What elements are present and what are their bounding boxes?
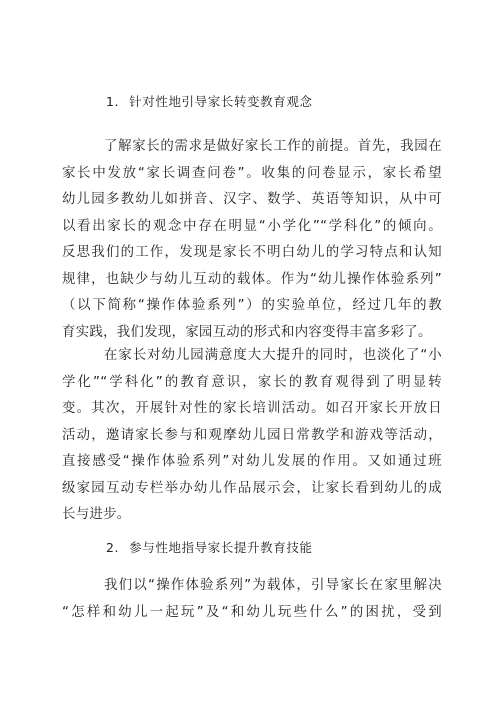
paragraph-line: 长与进步。 bbox=[62, 507, 131, 522]
paragraph-line: 育实践，我们发现，家园互动的形式和内容变得丰富多彩了。 bbox=[62, 324, 432, 340]
paragraph-line: 幼儿园多教幼儿如拼音、汉字、数学、英语等知识，从中可 bbox=[62, 192, 442, 207]
paragraph-line: 学化”“学科化”的教育意识，家长的教育观得到了明显转 bbox=[62, 374, 442, 390]
paragraph-line: 在家长对幼儿园满意度大大提升的同时，也淡化了“小 bbox=[104, 348, 442, 363]
section-heading-1 bbox=[106, 92, 313, 110]
paragraph-line: 反思我们的工作，发现是家长不明白幼儿的学习特点和认知 bbox=[62, 245, 442, 260]
section-heading-2 bbox=[106, 538, 313, 556]
section-title: 参与性地指导家长提升教育技能 bbox=[129, 540, 313, 555]
section-title: 针对性地引导家长转变教育观念 bbox=[129, 94, 313, 109]
paragraph-line: 了解家长的需求是做好家长工作的前提。首先，我园在 bbox=[104, 139, 442, 154]
paragraph-line: 级家园互动专栏举办幼儿作品展示会，让家长看到幼儿的成 bbox=[62, 480, 442, 496]
paragraph-line: 规律，也缺少与幼儿互动的载体。作为“幼儿操作体验系列” bbox=[62, 271, 442, 287]
paragraph-line: 家长中发放“家长调查问卷”。收集的问卷显示，家长希望 bbox=[62, 165, 442, 181]
section-number: 1. bbox=[106, 94, 120, 109]
paragraph-1 bbox=[62, 134, 442, 346]
paragraph-line: 直接感受“操作体验系列”对幼儿发展的作用。又如通过班 bbox=[62, 454, 442, 469]
paragraph-line: （以下简称“操作体验系列”）的实验单位，经过几年的教 bbox=[62, 298, 442, 313]
paragraph-3 bbox=[62, 573, 442, 626]
paragraph-line: 我们以“操作体验系列”为载体，引导家长在家里解决 bbox=[104, 578, 442, 593]
paragraph-2 bbox=[62, 343, 442, 529]
paragraph-line: 以看出家长的观念中存在明显“小学化”“学科化”的倾向。 bbox=[62, 218, 442, 234]
section-number: 2. bbox=[106, 540, 120, 555]
paragraph-line: 变。其次，开展针对性的家长培训活动。如召开家长开放日 bbox=[62, 401, 442, 416]
paragraph-line: 活动，邀请家长参与和观摩幼儿园日常教学和游戏等活动， bbox=[62, 427, 442, 443]
paragraph-line: “怎样和幼儿一起玩”及“和幼儿玩些什么”的困扰，受到 bbox=[62, 604, 442, 620]
